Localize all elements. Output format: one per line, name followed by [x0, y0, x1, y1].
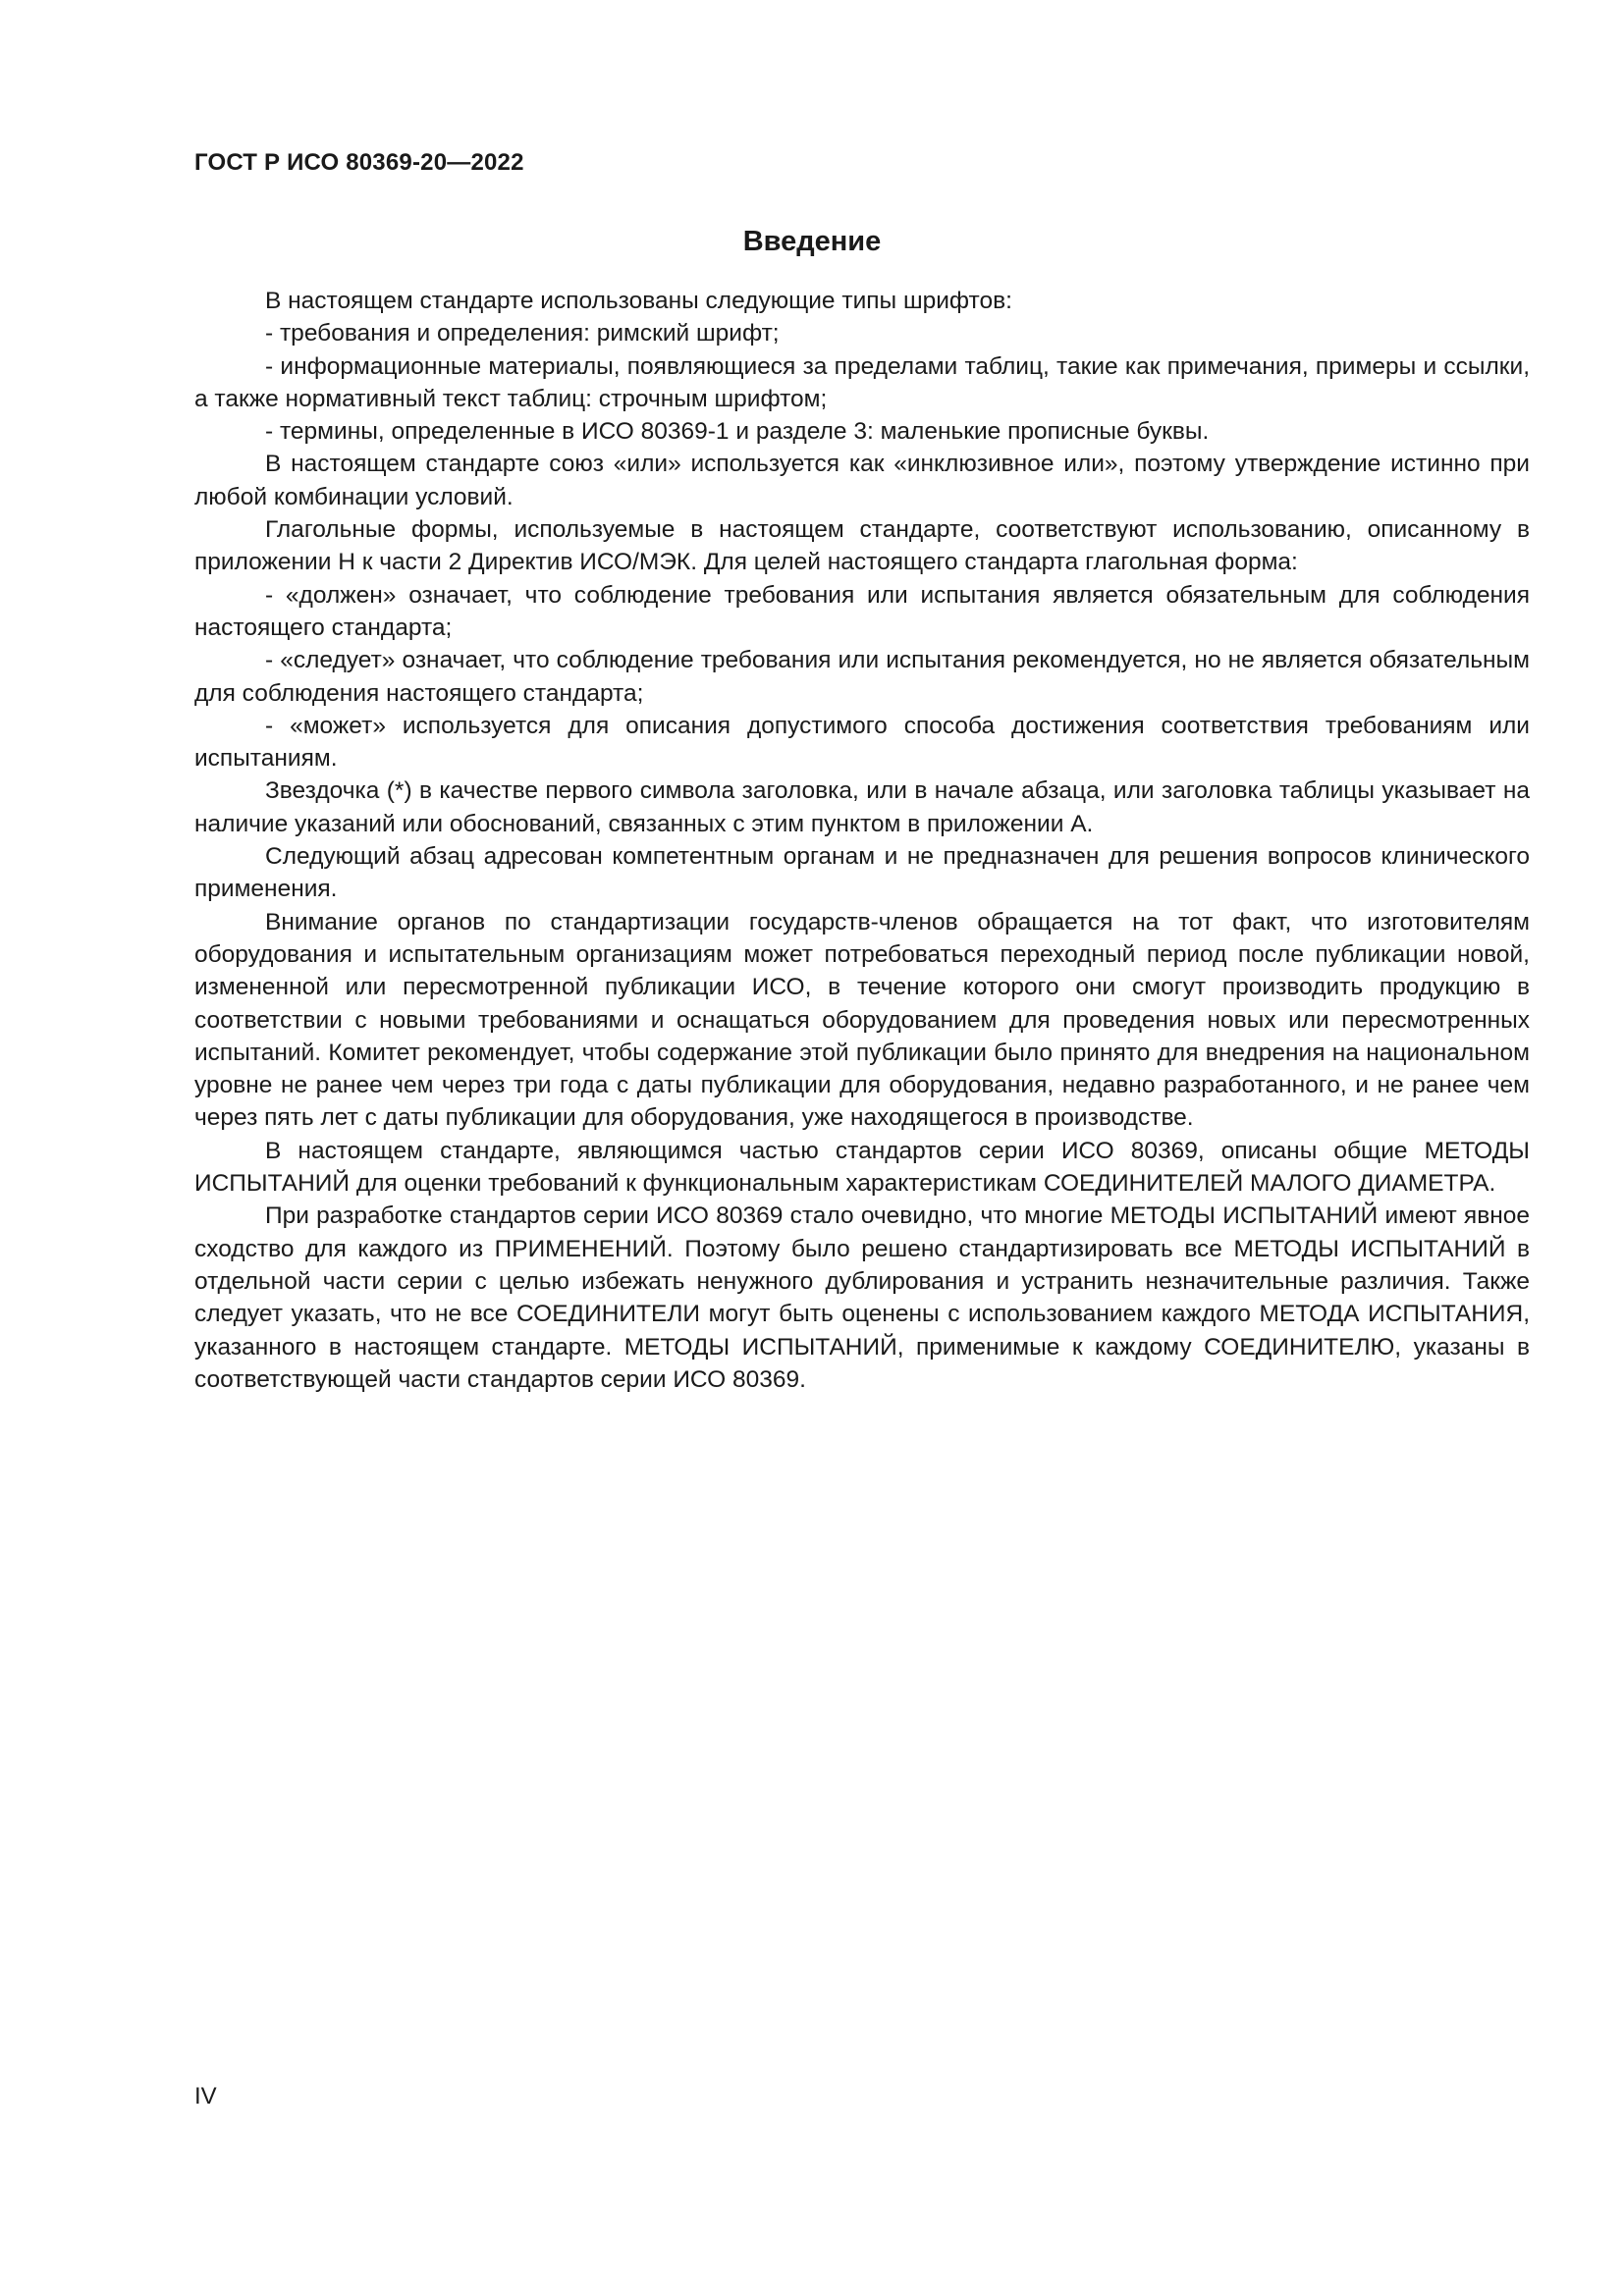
section-body	[194, 285, 1530, 1396]
list-item: - «следует» означает, что соблюдение требования или испытания рекомендуется, но не является обязательным для соблюдения настоящего стандарта;	[194, 647, 1530, 707]
paragraph: Внимание органов по стандартизации государств-членов обращается на тот факт, что изготовителям оборудования и испытательным организациям может потребоваться переходный период после публикации новой, измененной или пересмотренной публикации ИСО, в течение которого они смогут производить продукцию в соответствии с новыми требованиями и оснащаться оборудованием для проведения новых или пересмотренных испытаний. Комитет рекомендует, чтобы содержание этой публикации было принято для внедрения на национальном уровне не ранее чем через три года с даты публикации для оборудования, недавно разработанного, и не ранее чем через пять лет с даты публикации для оборудования, уже находящегося в производстве.	[194, 908, 1530, 1132]
document-code-header: ГОСТ Р ИСО 80369-20—2022	[194, 149, 524, 176]
list-item: - требования и определения: римский шрифт;	[265, 320, 780, 347]
paragraph: В настоящем стандарте союз «или» используется как «инклюзивное или», поэтому утверждение истинно при любой комбинации условий.	[194, 451, 1530, 510]
list-item: - термины, определенные в ИСО 80369-1 и разделе 3: маленькие прописные буквы.	[265, 418, 1210, 446]
page-number: IV	[194, 2083, 217, 2109]
list-item: - «должен» означает, что соблюдение требования или испытания является обязательным для соблюдения настоящего стандарта;	[194, 581, 1530, 641]
list-item: - «может» используется для описания допустимого способа достижения соответствия требованиям или испытаниям.	[194, 712, 1530, 773]
paragraph: Следующий абзац адресован компетентным органам и не предназначен для решения вопросов клинического применения.	[194, 843, 1530, 903]
paragraph: В настоящем стандарте использованы следующие типы шрифтов:	[265, 288, 1012, 314]
list-item: - информационные материалы, появляющиеся за пределами таблиц, такие как примечания, примеры и ссылки, а также нормативный текст таблиц: строчным шрифтом;	[194, 352, 1530, 412]
paragraph: Звездочка (*) в качестве первого символа заголовка, или в начале абзаца, или заголовка таблицы указывает на наличие указаний или обоснований, связанных с этим пунктом в приложении А.	[194, 777, 1530, 837]
paragraph: В настоящем стандарте, являющимся частью стандартов серии ИСО 80369, описаны общие МЕТОДЫ ИСПЫТАНИЙ для оценки требований к функциональным характеристикам СОЕДИНИТЕЛЕЙ МАЛОГО ДИАМЕТРА.	[194, 1137, 1530, 1198]
paragraph: При разработке стандартов серии ИСО 80369 стало очевидно, что многие МЕТОДЫ ИСПЫТАНИЙ имеют явное сходство для каждого из ПРИМЕНЕНИЙ. Поэтому было решено стандартизировать все МЕТОДЫ ИСПЫТАНИЙ в отдельной части серии с целью избежать ненужного дублирования и устранить незначительные различия. Также следует указать, что не все СОЕДИНИТЕЛИ могут быть оценены с использованием каждого МЕТОДА ИСПЫТАНИЯ, указанного в настоящем стандарте. МЕТОДЫ ИСПЫТАНИЙ, применимые к каждому СОЕДИНИТЕЛЮ, указаны в соответствующей части стандартов серии ИСО 80369.	[194, 1202, 1530, 1393]
paragraph: Глагольные формы, используемые в настоящем стандарте, соответствуют использованию, описанному в приложении Н к части 2 Директив ИСО/МЭК. Для целей настоящего стандарта глагольная форма:	[194, 516, 1530, 576]
section-title: Введение	[742, 226, 882, 257]
